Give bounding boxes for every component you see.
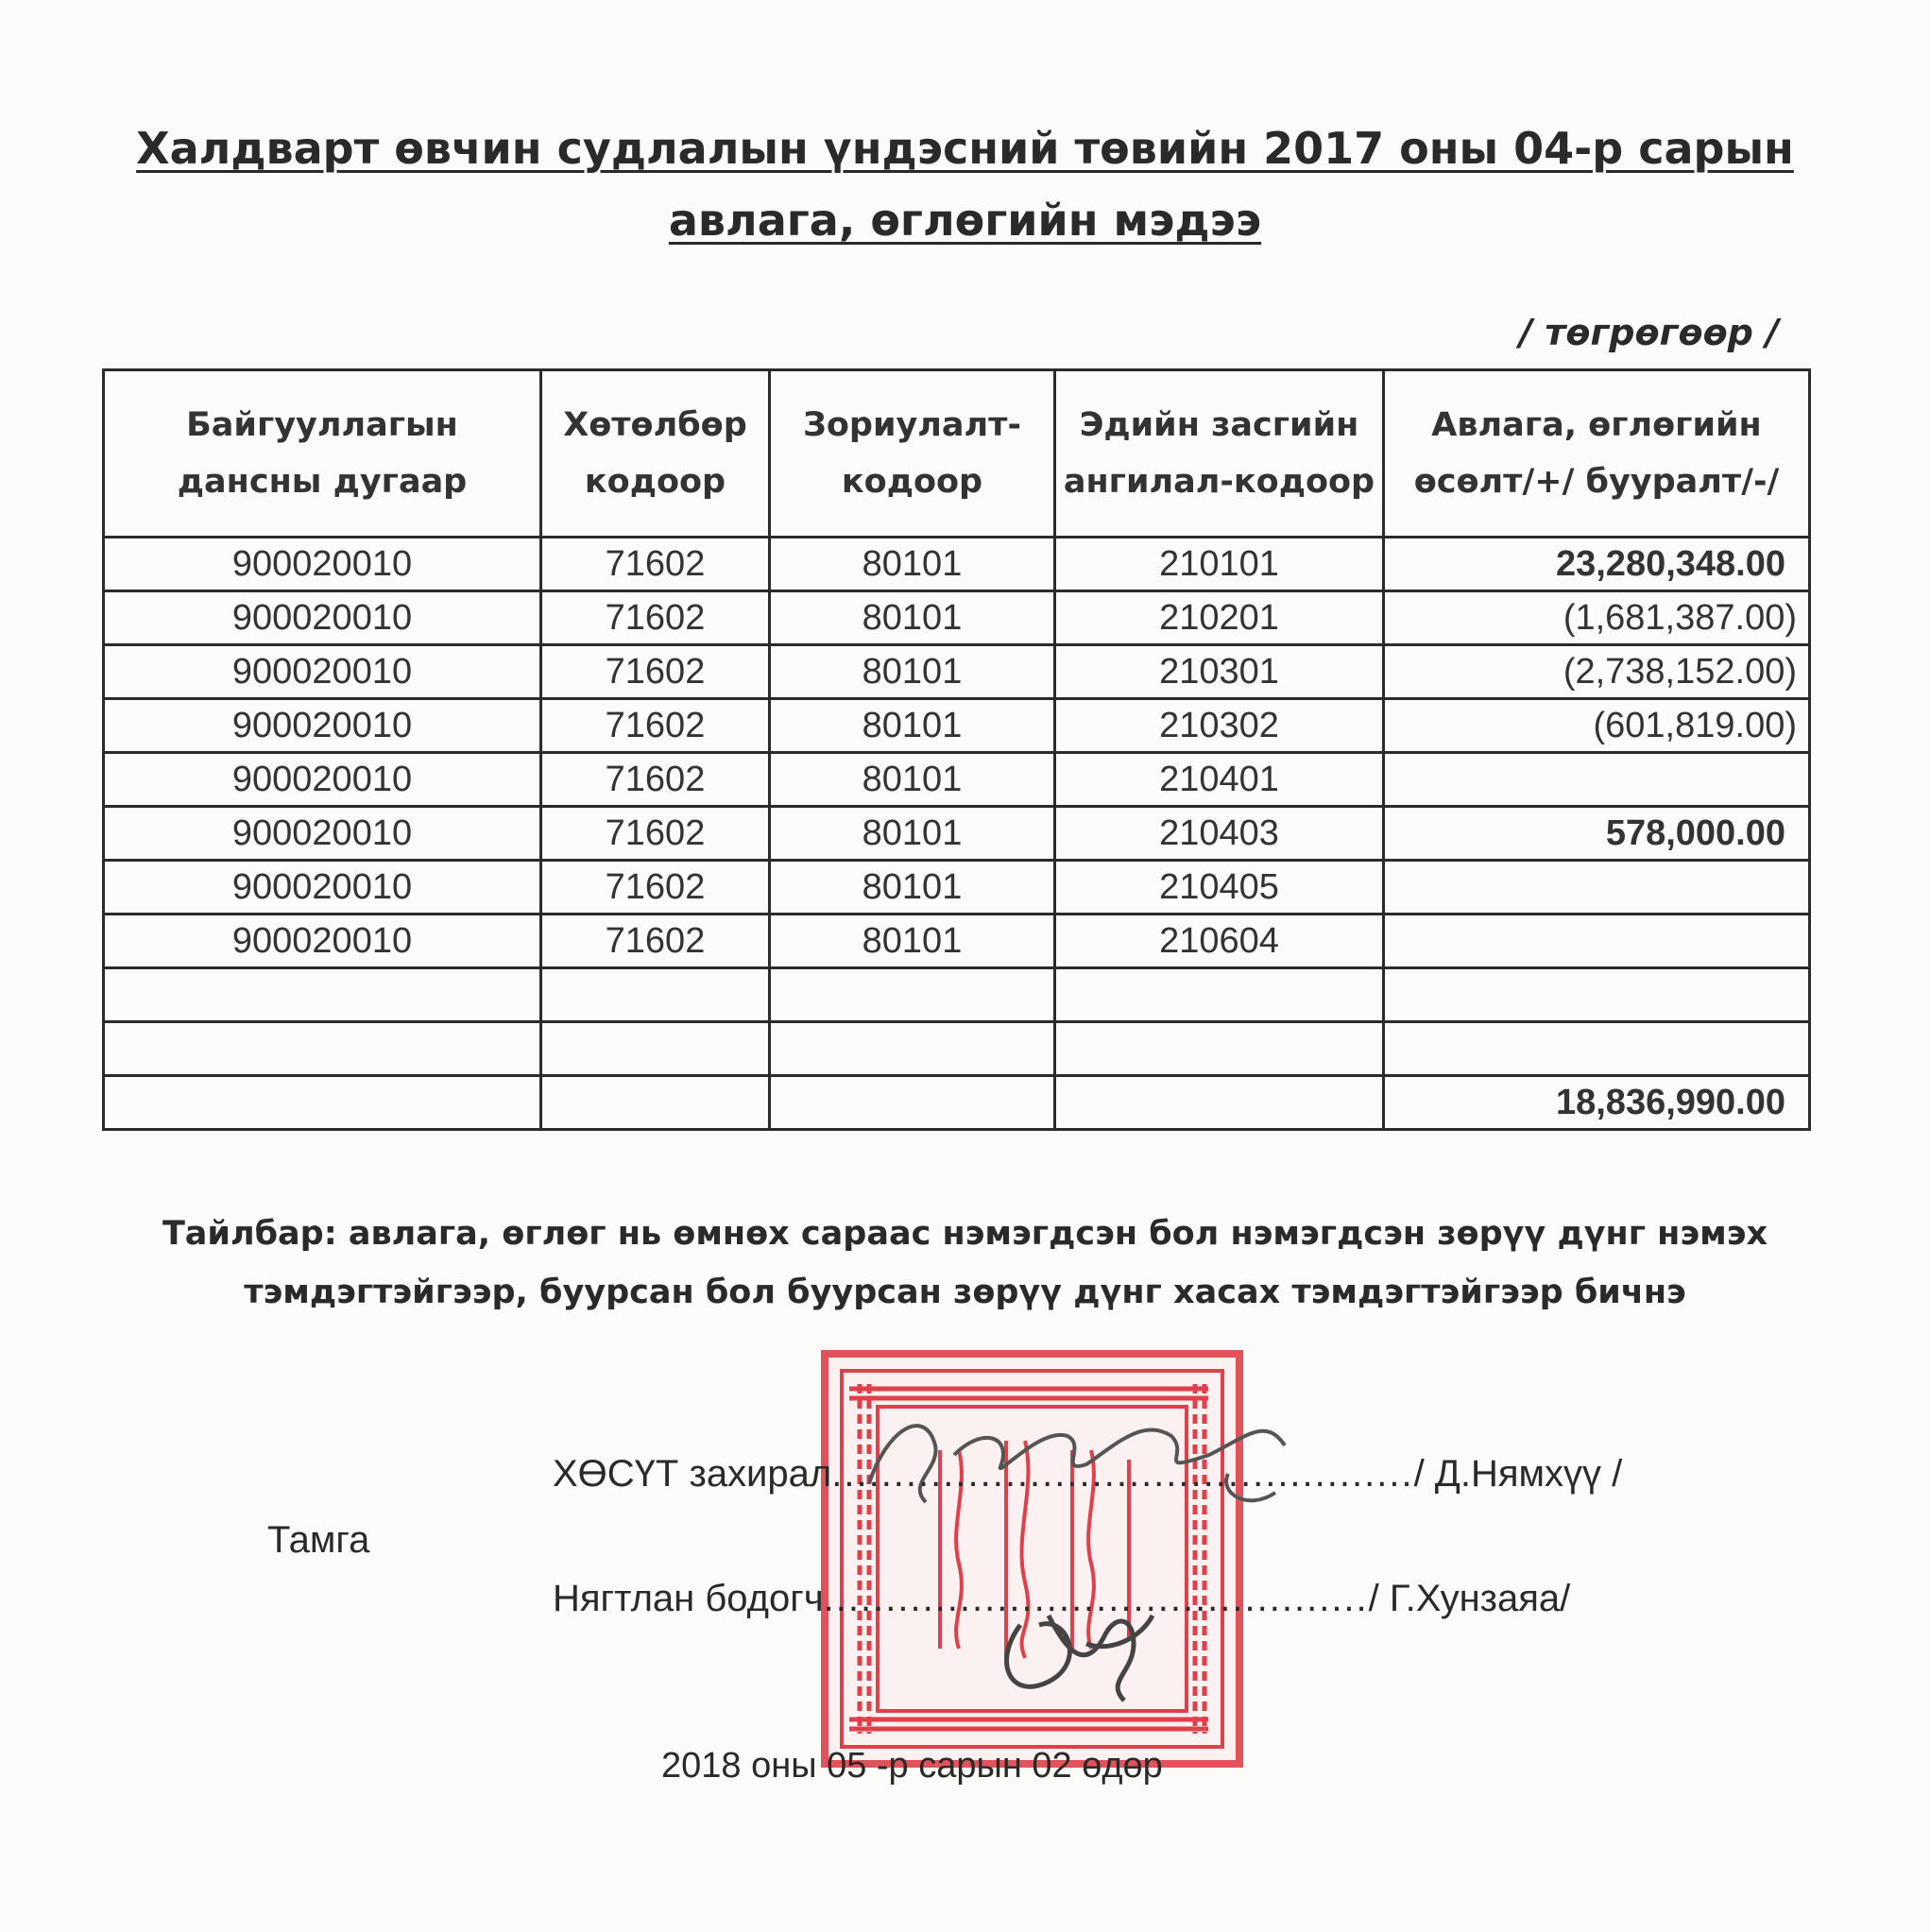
- director-name: / Д.Нямхүү /: [1413, 1453, 1623, 1495]
- note-line1: Тайлбар: авлага, өглөг нь өмнөх сараас нэмэгдсэн бол нэмэгдсэн зөрүү дүнг нэмэх: [162, 1215, 1768, 1253]
- explanatory-note: [0, 1205, 1930, 1322]
- header-purpose: Зориулалт-кодоор: [770, 370, 1055, 538]
- table-row: [104, 591, 1810, 645]
- program-cell: 71602: [541, 591, 770, 645]
- program-cell: 71602: [541, 807, 770, 861]
- econ-cell: 210401: [1055, 753, 1384, 807]
- amount-cell: 578,000.00: [1384, 807, 1810, 861]
- purpose-cell: 80101: [770, 861, 1055, 915]
- amount-cell: (601,819.00): [1384, 699, 1810, 753]
- program-cell: 71602: [541, 915, 770, 968]
- account-cell: 900020010: [104, 861, 541, 915]
- account-cell: 900020010: [104, 645, 541, 699]
- amount-cell: (1,681,387.00): [1384, 591, 1810, 645]
- econ-cell: 210302: [1055, 699, 1384, 753]
- purpose-cell: 80101: [770, 807, 1055, 861]
- account-cell: 900020010: [104, 591, 541, 645]
- table-row: [104, 753, 1810, 807]
- total-row: [104, 1076, 1810, 1130]
- header-econ-class: Эдийн засгийн ангилал-кодоор: [1055, 370, 1384, 538]
- econ-cell: 210403: [1055, 807, 1384, 861]
- amount-cell: [1384, 915, 1810, 968]
- director-title: ХӨСҮТ захирал: [553, 1453, 832, 1495]
- account-cell: 900020010: [104, 915, 541, 968]
- accountant-line: Нягтлан бодогч............................................/ Г.Хунзаяа/: [553, 1578, 1571, 1619]
- purpose-cell: 80101: [770, 645, 1055, 699]
- econ-cell: 210101: [1055, 538, 1384, 591]
- signing-date: 2018 оны 05 -р сарын 02 өдөр: [661, 1746, 1163, 1786]
- account-cell: 900020010: [104, 753, 541, 807]
- table-row: [104, 699, 1810, 753]
- purpose-cell: 80101: [770, 753, 1055, 807]
- accountant-name: / Г.Хунзаяа/: [1368, 1578, 1571, 1619]
- seal-label: Тамга: [267, 1519, 370, 1561]
- table-row: [104, 645, 1810, 699]
- amount-cell: [1384, 753, 1810, 807]
- document-title-line1: Халдварт өвчин судлалын үндэсний төвийн 2017 оны 04-р сарын: [136, 123, 1794, 174]
- table-header-row: [104, 370, 1810, 538]
- purpose-cell: 80101: [770, 699, 1055, 753]
- table-row: [104, 861, 1810, 915]
- account-cell: 900020010: [104, 807, 541, 861]
- table-row: [104, 807, 1810, 861]
- econ-cell: 210201: [1055, 591, 1384, 645]
- document-title-line2: авлага, өглөгийн мэдээ: [668, 195, 1262, 246]
- director-line: ХӨСҮТ захирал.............................................../ Д.Нямхүү /: [553, 1453, 1623, 1495]
- account-cell: 900020010: [104, 699, 541, 753]
- econ-cell: 210604: [1055, 915, 1384, 968]
- header-account: Байгууллагын дансны дугаар: [104, 370, 541, 538]
- purpose-cell: 80101: [770, 915, 1055, 968]
- program-cell: 71602: [541, 538, 770, 591]
- econ-cell: 210301: [1055, 645, 1384, 699]
- currency-unit: / төгрөгөөр /: [1519, 312, 1779, 353]
- empty-row: [104, 1022, 1810, 1076]
- econ-cell: 210405: [1055, 861, 1384, 915]
- empty-row: [104, 968, 1810, 1022]
- program-cell: 71602: [541, 753, 770, 807]
- amount-cell: [1384, 861, 1810, 915]
- table-row: [104, 538, 1810, 591]
- header-amount: Авлага, өглөгийн өсөлт/+/ бууралт/-/: [1384, 370, 1810, 538]
- program-cell: 71602: [541, 861, 770, 915]
- header-program: Хөтөлбөр кодоор: [541, 370, 770, 538]
- total-amount-cell: 18,836,990.00: [1384, 1076, 1810, 1130]
- table-row: [104, 915, 1810, 968]
- receivables-table: [102, 368, 1811, 1131]
- note-line2: тэмдэгтэйгээр, буурсан бол буурсан зөрүү дүнг хасах тэмдэгтэйгээр бичнэ: [244, 1274, 1686, 1311]
- accountant-title: Нягтлан бодогч: [553, 1578, 824, 1619]
- purpose-cell: 80101: [770, 538, 1055, 591]
- amount-cell: 23,280,348.00: [1384, 538, 1810, 591]
- program-cell: 71602: [541, 699, 770, 753]
- account-cell: 900020010: [104, 538, 541, 591]
- amount-cell: (2,738,152.00): [1384, 645, 1810, 699]
- purpose-cell: 80101: [770, 591, 1055, 645]
- program-cell: 71602: [541, 645, 770, 699]
